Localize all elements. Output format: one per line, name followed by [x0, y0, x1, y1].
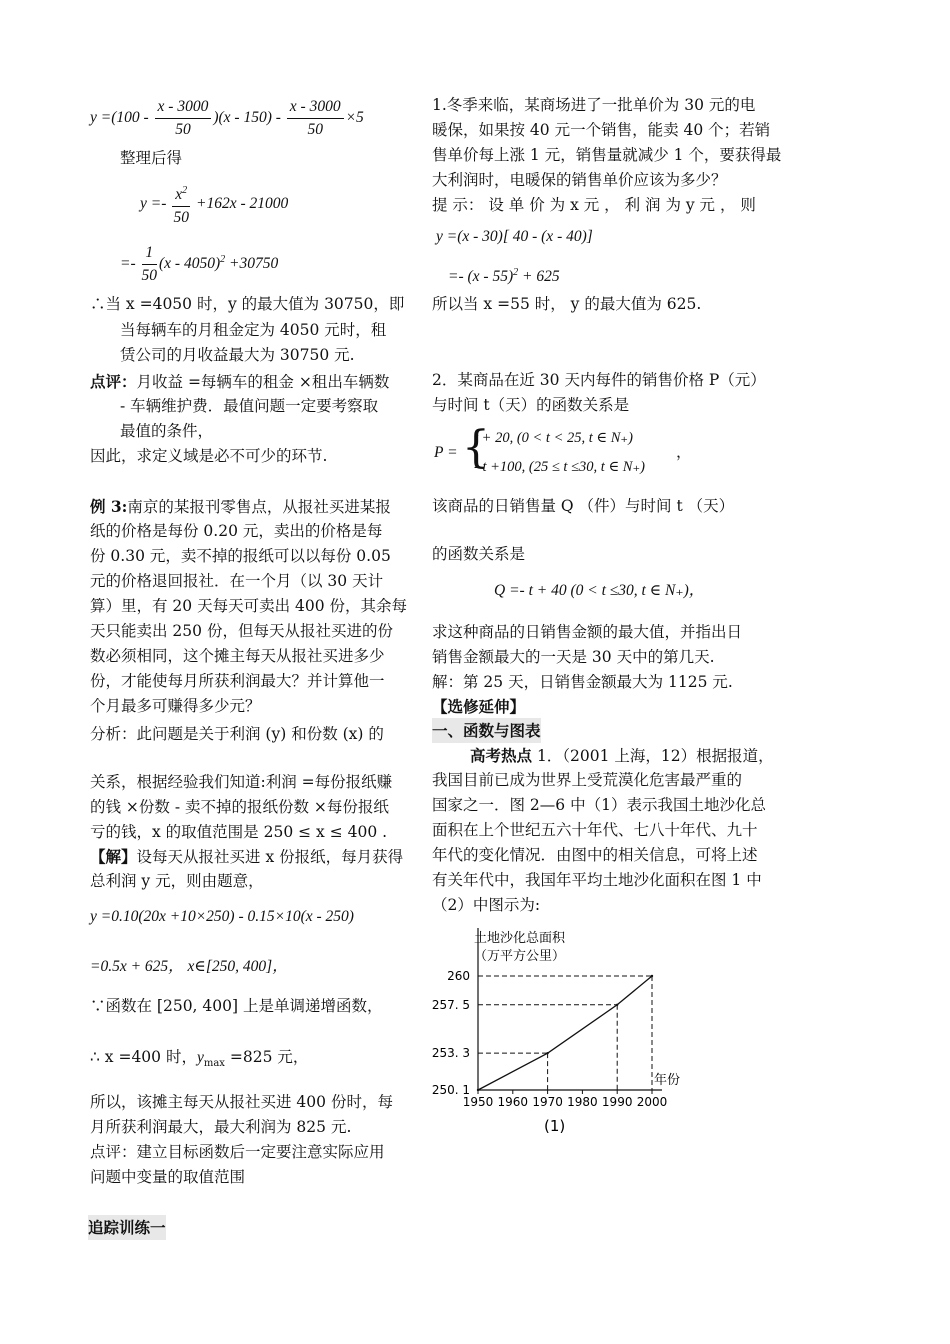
- answer-heater: 所以当 x =55 时， y 的最大值为 625.: [432, 295, 702, 313]
- example-3-line-8: 份，才能使每月所获利润最大？并计算他一: [90, 672, 385, 690]
- chart-x-tick-label: 1990: [601, 1095, 633, 1109]
- chart-y-unit: （万平方公里）: [474, 949, 566, 964]
- problem-1-line-4: 大利润时，电暖保的销售单价应该为多少？: [432, 171, 727, 189]
- chart-y-tick-label: 250. 1: [431, 1083, 470, 1097]
- analysis-line-3: 的钱 ×份数 - 卖不掉的报纸份数 ×每份报纸: [90, 798, 389, 816]
- monotonic-line: ∵函数在 [250, 400] 上是单调递增函数，: [90, 997, 383, 1015]
- hint-line: 提 示： 设 单 价 为 x 元 ， 利 润 为 y 元 ， 则: [432, 196, 756, 214]
- comment-line-3: 最值的条件，: [120, 422, 214, 440]
- solution-line-2: 总利润 y 元，则由题意，: [90, 872, 264, 890]
- chart-y-tick-label: 257. 5: [431, 997, 470, 1012]
- chart-y-tick-label: 253. 3: [431, 1046, 470, 1061]
- note-line-1: 点评：建立目标函数后一定要注意实际应用: [90, 1143, 385, 1161]
- chart-x-tick-label: 1980: [567, 1095, 598, 1109]
- example-3-line-7: 数必须相同，这个摊主每天从报社买进多少: [90, 647, 385, 665]
- problem-2-line-3: 该商品的日销售量 Q （件）与时间 t （天）: [432, 497, 735, 515]
- problem-1-line-1: 1.冬季来临，某商场进了一批单价为 30 元的电: [432, 96, 756, 114]
- hot-topic-line-5: 年代的变化情况．由图中的相关信息，可将上述: [432, 846, 758, 864]
- hot-topic-line-3: 国家之一．图 2—6 中（1）表示我国土地沙化总: [432, 796, 766, 814]
- solution-line-1: 【解】设每天从报社买进 x 份报纸，每月获得: [90, 847, 404, 866]
- analysis-line-4: 亏的钱，x 的取值范围是 250 ≤ x ≤ 400 .: [90, 823, 388, 841]
- equation-heater-profit: y =(x - 30)[ 40 - (x - 40)]: [436, 228, 593, 245]
- chart-series-line: [478, 976, 652, 1090]
- comment-line-1: 点评：月收益 =每辆车的租金 ×租出车辆数: [90, 372, 390, 391]
- chart-x-tick-label: 1970: [532, 1095, 563, 1109]
- conclusion-line-2: 月所获利润最大，最大利润为 825 元.: [90, 1118, 352, 1136]
- equation-profit: y =0.10(20x +10×250) - 0.15×10(x - 250): [90, 908, 354, 925]
- chart-x-label: 年份: [654, 1073, 681, 1088]
- example-3-line-4: 元的价格退回报社．在一个月（以 30 天计: [90, 572, 384, 590]
- equation-profit-simplified: =0.5x + 625， x∈[250, 400]，: [90, 958, 288, 975]
- desertification-chart: [420, 920, 720, 1145]
- piecewise-row-1: t + 20, (0 < t < 25, t ∈ N₊): [474, 430, 633, 446]
- problem-2-line-4: 的函数关系是: [432, 545, 526, 563]
- equation-simplified: y =- $\frac{x^2}{50}$ +162x - 21000: [140, 180, 288, 229]
- example-3-line-5: 算）里，有 20 天每天可卖出 400 份，其余每: [90, 597, 408, 615]
- chart-data-point: [546, 1052, 548, 1054]
- example-3-line-6: 天只能卖出 250 份，但每天从报社买进的份: [90, 622, 393, 640]
- chart-x-tick-label: 2000: [636, 1095, 668, 1109]
- chart-title: 土地沙化总面积: [474, 931, 566, 946]
- result-line-3: 赁公司的月收益最大为 30750 元.: [120, 346, 355, 364]
- note-line-2: 问题中变量的取值范围: [90, 1168, 246, 1186]
- chart-caption: (1): [544, 1117, 566, 1135]
- chart-data-point: [477, 1089, 479, 1091]
- equation-heater-vertex: =- (x - 55)$^2$ + 625: [448, 267, 560, 286]
- problem-2-line-6: 销售金额最大的一天是 30 天中的第几天.: [432, 648, 715, 666]
- problem-2-line-1: 2．某商品在近 30 天内每件的销售价格 P（元）: [432, 371, 766, 389]
- piecewise-brace: {: [462, 422, 490, 473]
- chart-x-tick-label: 1950: [462, 1095, 494, 1109]
- chart-data-point: [616, 1004, 618, 1006]
- result-line-1: ∴当 x =4050 时，y 的最大值为 30750，即: [90, 295, 405, 313]
- example-3-line-9: 个月最多可赚得多少元？: [90, 697, 261, 715]
- chart-x-tick-label: 1960: [497, 1095, 529, 1109]
- equation-sales-volume: Q =- t + 40 (0 < t ≤30, t ∈ N₊)，: [494, 582, 705, 599]
- chart-data-point: [651, 975, 653, 977]
- problem-2-line-5: 求这种商品的日销售金额的最大值，并指出日: [432, 623, 743, 641]
- example-3-line-2: 纸的价格是每份 0.20 元，卖出的价格是每: [90, 522, 383, 540]
- section-heading-extension: 【选修延伸】: [432, 697, 526, 716]
- analysis-line-2: 关系，根据经验我们知道:利润 =每份报纸赚: [90, 773, 393, 791]
- subsection-functions-charts: 一、函数与图表: [432, 718, 541, 743]
- equation-revenue: y =(100 - $\frac{x - 3000}{50}$ )(x - 150) - $\frac{x - 3000}{50}$ ×5: [90, 98, 364, 138]
- result-line-2: 当每辆车的月租金定为 4050 元时，租: [120, 321, 387, 339]
- hot-topic-line-4: 面积在上个世纪五六十年代、七八十年代、九十: [432, 821, 758, 839]
- hot-topic-line-7: （2）中图示为:: [432, 896, 541, 914]
- comment-line-2: - 车辆维护费．最值问题一定要考察取: [120, 397, 379, 415]
- example-3-line-1: 例 3:南京的某报刊零售点，从报社买进某报: [90, 497, 391, 516]
- equation-vertex-form: =- $\frac{1}{50}$ (x - 4050)$^2$ +30750: [120, 244, 279, 284]
- problem-1-line-2: 暖保，如果按 40 元一个销售，能卖 40 个；若销: [432, 121, 771, 139]
- piecewise-row-2: - t +100, (25 ≤ t ≤30, t ∈ N₊): [474, 459, 645, 475]
- hot-topic-line-1: 高考热点 1．（2001 上海，12）根据报道，: [470, 746, 774, 765]
- hot-topic-line-2: 我国目前已成为世界上受荒漠化危害最严重的: [432, 771, 743, 789]
- comment-line-4: 因此，求定义域是必不可少的环节.: [90, 447, 328, 465]
- max-value-line: ∴ x =400 时，$y_{max} =825$ 元，: [90, 1048, 309, 1070]
- conclusion-line-1: 所以，该摊主每天从报社买进 400 份时，每: [90, 1093, 393, 1111]
- example-3-line-3: 份 0.30 元，卖不掉的报纸可以以每份 0.05: [90, 547, 391, 565]
- simplify-text: 整理后得: [120, 149, 183, 167]
- section-tracking-training: 追踪训练一: [88, 1215, 166, 1240]
- hot-topic-line-6: 有关年代中，我国年平均土地沙化面积在图 1 中: [432, 871, 762, 889]
- problem-2-answer: 解：第 25 天，日销售金额最大为 1125 元.: [432, 673, 733, 691]
- chart-y-tick-label: 260: [447, 969, 470, 983]
- analysis-line-1: 分析：此问题是关于利润 (y) 和份数 (x) 的: [90, 725, 384, 743]
- piecewise-label: P =: [434, 444, 458, 461]
- piecewise-comma: ，: [676, 443, 692, 461]
- problem-1-line-3: 售单价每上涨 1 元，销售量就减少 1 个，要获得最: [432, 146, 782, 164]
- problem-2-line-2: 与时间 t（天）的函数关系是: [432, 396, 630, 414]
